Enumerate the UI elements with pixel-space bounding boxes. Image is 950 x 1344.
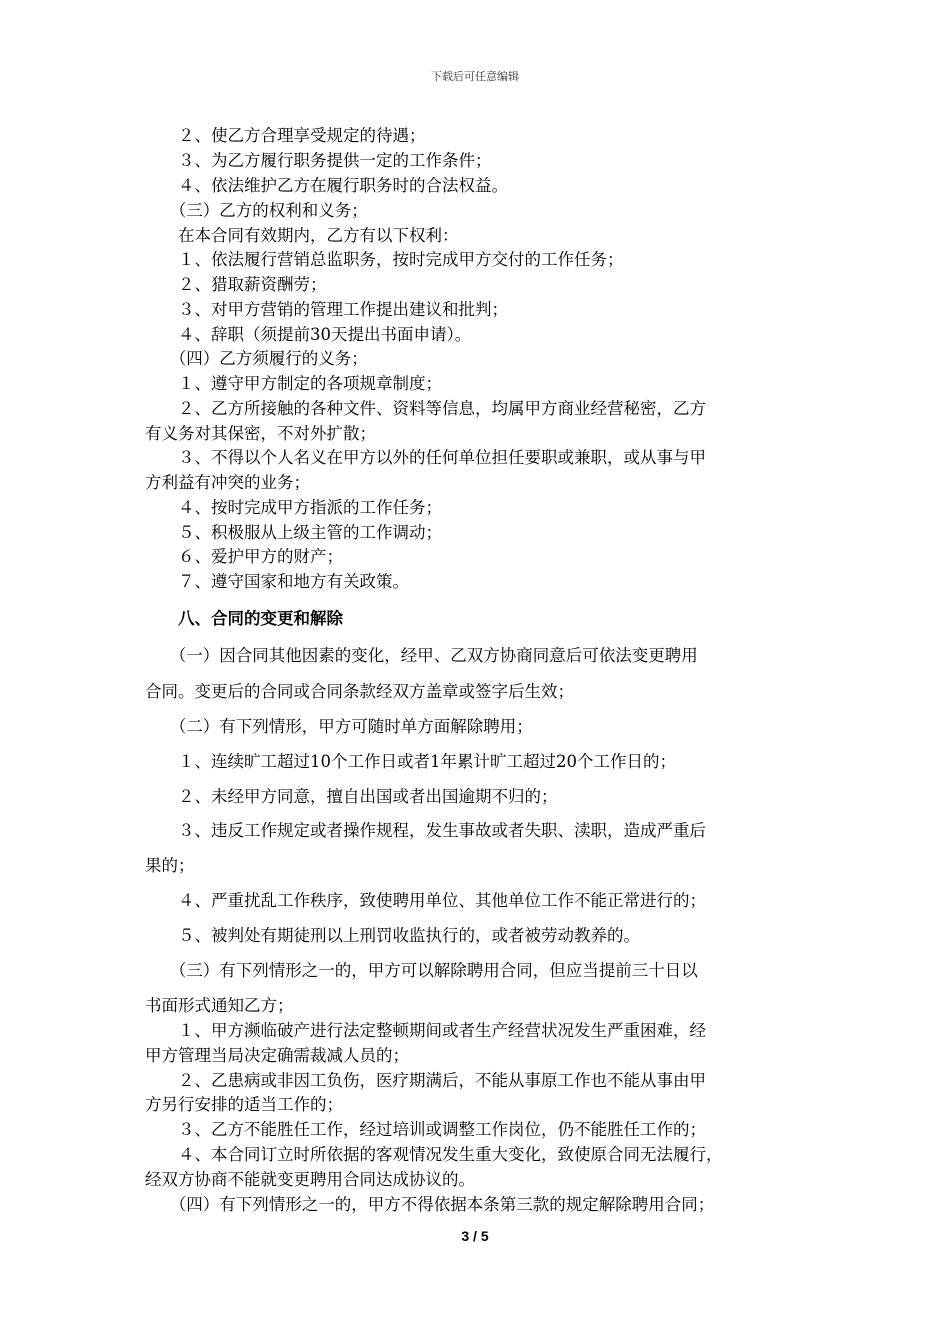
text-line: ４、严重扰乱工作秩序，致使聘用单位、其他单位工作不能正常进行的；	[145, 891, 706, 910]
text-line: ３、对甲方营销的管理工作提出建议和批判；	[145, 300, 508, 319]
text-line: ４、本合同订立时所依据的客观情况发生重大变化，致使原合同无法履行，	[145, 1145, 723, 1164]
text-line: （二）有下列情形，甲方可随时单方面解除聘用；	[145, 717, 533, 736]
text-line: ２、乙患病或非因工负伤，医疗期满后，不能从事原工作也不能从事由甲	[145, 1071, 706, 1090]
page-header: 下载后可任意编辑	[431, 70, 519, 83]
text-line: ２、乙方所接触的各种文件、资料等信息，均属甲方商业经营秘密，乙方	[145, 399, 706, 418]
text-line: ３、违反工作规定或者操作规程，发生事故或者失职、渎职，造成严重后	[145, 821, 706, 840]
text-line: ２、猎取薪资酬劳；	[145, 275, 327, 294]
text-line: 有义务对其保密，不对外扩散；	[145, 424, 376, 443]
text-line: （三）乙方的权利和义务；	[145, 201, 368, 220]
text-line: （四）有下列情形之一的，甲方不得依据本条第三款的规定解除聘用合同；	[145, 1195, 715, 1214]
page-number: 3 / 5	[461, 1228, 489, 1244]
text-line: ６、爱护甲方的财产；	[145, 547, 343, 566]
text-line: １、依法履行营销总监职务，按时完成甲方交付的工作任务；	[145, 250, 624, 269]
text-line: 甲方管理当局决定确需裁减人员的；	[145, 1046, 409, 1065]
text-line: ２、使乙方合理享受规定的待遇；	[145, 126, 426, 145]
text-line: （四）乙方须履行的义务；	[145, 349, 368, 368]
text-line: 在本合同有效期内，乙方有以下权利：	[145, 226, 459, 245]
text-line: １、连续旷工超过10个工作日或者1年累计旷工超过20个工作日的；	[145, 752, 676, 771]
text-line: １、甲方濒临破产进行法定整顿期间或者生产经营状况发生严重困难，经	[145, 1021, 706, 1040]
text-line: ３、为乙方履行职务提供一定的工作条件；	[145, 151, 492, 170]
text-line: （三）有下列情形之一的，甲方可以解除聘用合同，但应当提前三十日以	[145, 961, 698, 980]
text-line: ４、依法维护乙方在履行职务时的合法权益。	[145, 176, 508, 195]
text-line: ７、遵守国家和地方有关政策。	[145, 572, 409, 591]
text-line: ４、辞职（须提前30天提出书面申请）。	[145, 325, 472, 344]
text-line: １、遵守甲方制定的各项规章制度；	[145, 374, 442, 393]
text-line: ４、按时完成甲方指派的工作任务；	[145, 498, 442, 517]
text-line: 方利益有冲突的业务；	[145, 473, 310, 492]
text-line: （一）因合同其他因素的变化，经甲、乙双方协商同意后可依法变更聘用	[145, 646, 698, 665]
text-line: ３、乙方不能胜任工作，经过培训或调整工作岗位，仍不能胜任工作的；	[145, 1120, 706, 1139]
text-line: 方另行安排的适当工作的；	[145, 1095, 343, 1114]
text-line: 果的；	[145, 856, 195, 875]
text-line: ３、不得以个人名义在甲方以外的任何单位担任要职或兼职，或从事与甲	[145, 448, 706, 467]
text-line: ２、未经甲方同意，擅自出国或者出国逾期不归的；	[145, 787, 558, 806]
text-line: 合同。变更后的合同或合同条款经双方盖章或签字后生效；	[145, 682, 574, 701]
section-heading: 八、合同的变更和解除	[145, 609, 343, 628]
text-line: ５、被判处有期徒刑以上刑罚收监执行的，或者被劳动教养的。	[145, 926, 640, 945]
text-line: ５、积极服从上级主管的工作调动；	[145, 523, 442, 542]
text-line: 经双方协商不能就变更聘用合同达成协议的。	[145, 1170, 475, 1189]
text-line: 书面形式通知乙方；	[145, 996, 294, 1015]
